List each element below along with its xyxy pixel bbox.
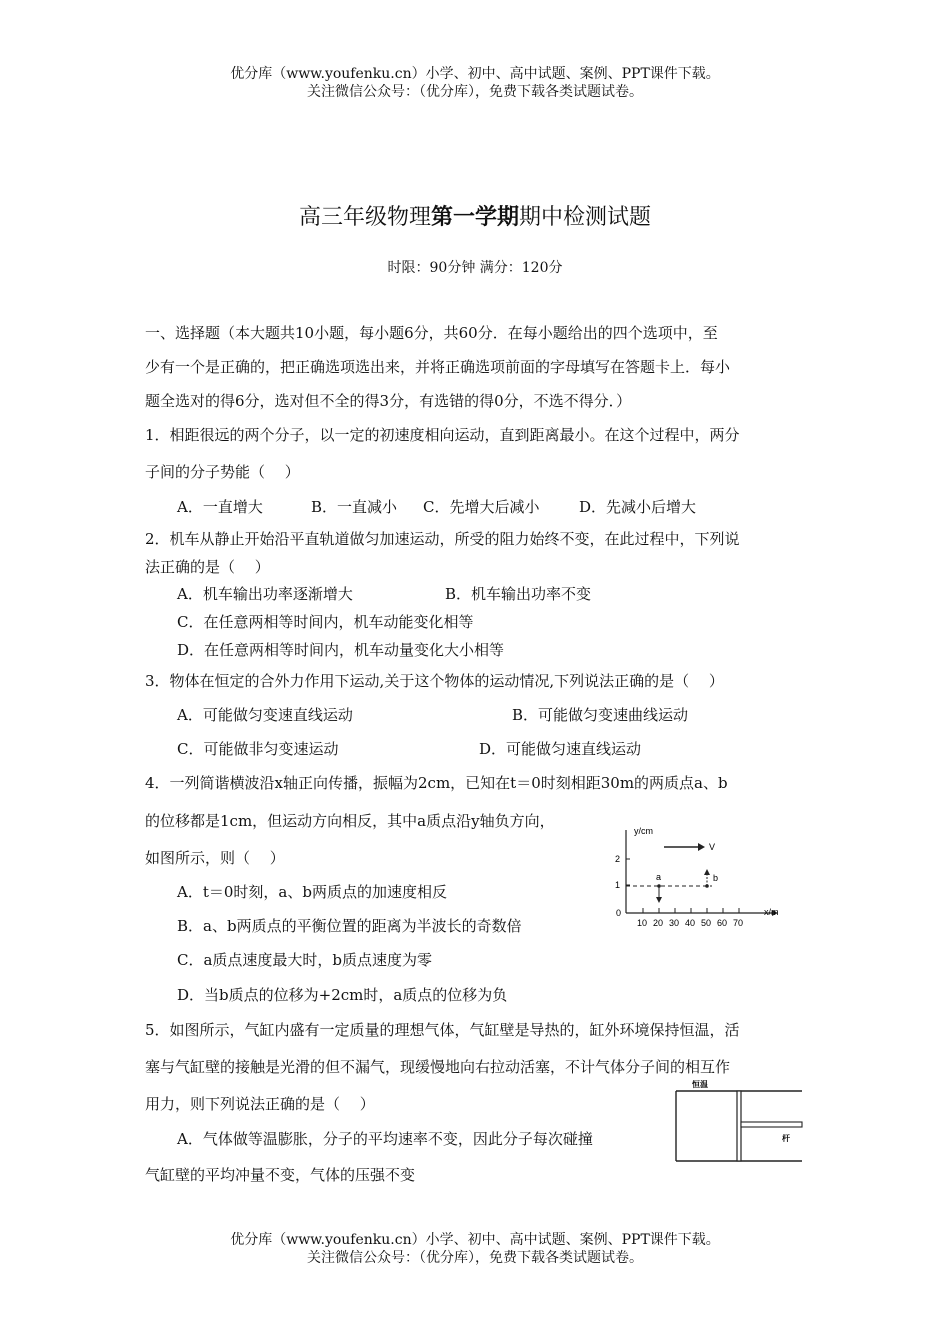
q2-option-d: D．在任意两相等时间内，机车动量变化大小相等: [177, 641, 505, 659]
q5-stem-line: 5．如图所示，气缸内盛有一定质量的理想气体，气缸壁是导热的，缸外环境保持恒温，活: [145, 1021, 740, 1039]
q1-option-c: C．先增大后减小: [423, 498, 540, 516]
q1-option-d: D．先减小后增大: [579, 498, 697, 516]
x-tick-label: 50: [701, 918, 712, 928]
q3-option-d: D．可能做匀速直线运动: [479, 740, 642, 758]
x-ticks: [643, 908, 739, 913]
q5-option-a-line: 气缸壁的平均冲量不变，气体的压强不变: [145, 1166, 416, 1184]
q2-stem-line: 法正确的是（ ）: [145, 558, 270, 576]
section-intro-line: 少有一个是正确的，把正确选项选出来，并将正确选项前面的字母填写在答题卡上．每小: [145, 358, 731, 376]
q2-stem-line: 2．机车从静止开始沿平直轨道做匀加速运动，所受的阻力始终不变，在此过程中，下列说: [145, 530, 740, 548]
y-tick-label: 1: [615, 880, 621, 890]
q4-stem-line: 4．一列简谐横波沿x轴正向传播，振幅为2cm，已知在t＝0时刻相距30m的两质点a、b: [145, 774, 728, 792]
velocity-label: V: [709, 842, 716, 852]
x-tick-label: 30: [669, 918, 680, 928]
q1-option-a: A．一直增大: [177, 498, 263, 516]
y-axis-label: y/cm: [634, 826, 653, 836]
rod: [741, 1122, 802, 1127]
q4-option-c: C．a质点速度最大时，b质点速度为零: [177, 951, 433, 969]
q3-option-b: B．可能做匀变速曲线运动: [512, 706, 689, 724]
q3-stem: 3．物体在恒定的合外力作用下运动,关于这个物体的运动情况,下列说法正确的是（ ）: [145, 672, 724, 690]
y-tick-label: 0: [616, 908, 622, 918]
q3-option-c: C．可能做非匀变速运动: [177, 740, 339, 758]
x-tick-label: 20: [653, 918, 664, 928]
q5-option-a-line: A．气体做等温膨胀，分子的平均速率不变，因此分子每次碰撞: [177, 1130, 593, 1148]
title-part-a: 高三年级物理: [298, 205, 431, 230]
q1-stem-line: 1．相距很远的两个分子，以一定的初速度相向运动，直到距离最小。在这个过程中，两分: [145, 426, 740, 444]
cylinder-figure: [674, 1078, 806, 1164]
page-title: [0, 200, 950, 231]
header-line-2: 关注微信公众号：（优分库），免费下载各类试题试卷。: [307, 84, 643, 100]
point-a-arrow-head: [656, 897, 662, 903]
q4-stem-line: 的位移都是1cm，但运动方向相反，其中a质点沿y轴负方向，: [145, 812, 555, 830]
title-part-c: 期中检测试题: [519, 205, 652, 230]
q2-option-b: B．机车输出功率不变: [445, 585, 592, 603]
q2-option-a: A．机车输出功率逐渐增大: [177, 585, 353, 603]
constant-temp-label: 恒温: [692, 1080, 708, 1089]
q5-stem-line: 塞与气缸壁的接触是光滑的但不漏气，现缓慢地向右拉动活塞，不计气体分子间的相互作: [145, 1058, 731, 1076]
q1-option-b: B．一直减小: [311, 498, 398, 516]
x-tick-label: 60: [717, 918, 728, 928]
q3-option-a: A．可能做匀变速直线运动: [177, 706, 353, 724]
q4-option-d: D．当b质点的位移为+2cm时，a质点的位移为负: [177, 986, 508, 1004]
q1-stem-line: 子间的分子势能（ ）: [145, 463, 300, 481]
time-info: 时限：90分钟 满分：120分: [387, 260, 563, 276]
q4-option-b: B．a、b两质点的平衡位置的距离为半波长的奇数倍: [177, 917, 522, 935]
x-tick-label: 70: [733, 918, 744, 928]
footer-line-2: 关注微信公众号：（优分库），免费下载各类试题试卷。: [307, 1250, 643, 1266]
point-a-label: a: [656, 872, 662, 882]
wave-figure: [612, 822, 802, 932]
x-axis-label: x/m: [764, 907, 779, 917]
q5-stem-line: 用力，则下列说法正确的是（ ）: [145, 1095, 375, 1113]
y-tick-label: 2: [615, 854, 621, 864]
q4-option-a: A．t＝0时刻，a、b两质点的加速度相反: [177, 883, 447, 901]
velocity-arrow-head: [698, 843, 705, 851]
footer-line-1: 优分库（www.youfenku.cn）小学、初中、高中试题、案例、PPT课件下载。: [230, 1232, 720, 1248]
q2-option-c: C．在任意两相等时间内，机车动能变化相等: [177, 613, 474, 631]
section-intro-line: 题全选对的得6分，选对但不全的得3分，有选错的得0分，不选不得分．）: [145, 392, 632, 410]
rod-label: 杆: [782, 1134, 790, 1143]
title-part-b: 第一学期: [430, 204, 519, 230]
point-b-label: b: [713, 873, 719, 883]
x-tick-label: 10: [637, 918, 648, 928]
q4-stem-line: 如图所示，则（ ）: [145, 849, 285, 867]
x-tick-label: 40: [685, 918, 696, 928]
piston: [737, 1091, 741, 1161]
point-b-arrow-head: [704, 869, 710, 875]
header-line-1: 优分库（www.youfenku.cn）小学、初中、高中试题、案例、PPT课件下载。: [230, 66, 720, 82]
section-intro-line: 一、选择题（本大题共10小题，每小题6分，共60分．在每小题给出的四个选项中，至: [145, 324, 718, 342]
